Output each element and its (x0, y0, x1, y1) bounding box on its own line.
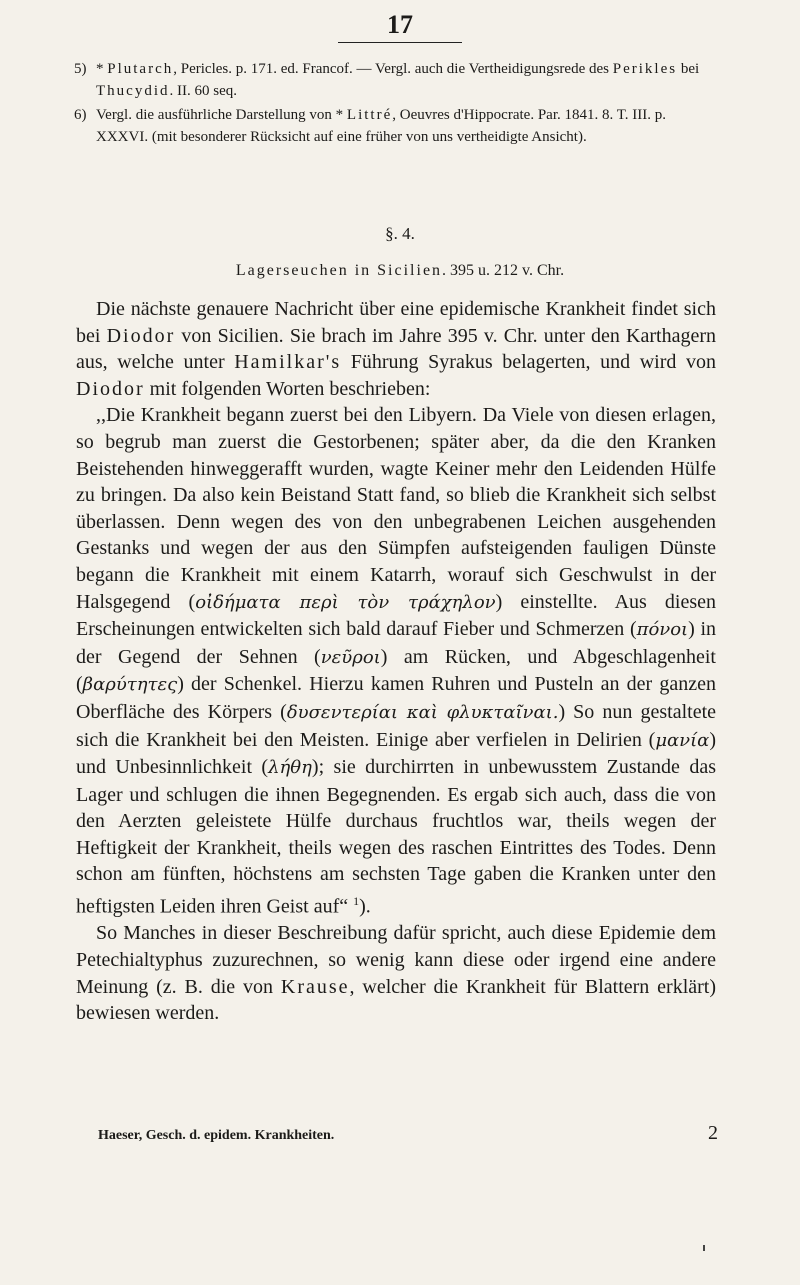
body-text (76, 296, 716, 1027)
section-title-main: Lagerseuchen in Sicilien (235, 262, 443, 279)
paragraph-1 (76, 296, 716, 402)
greek-term: μανία (655, 729, 710, 751)
section-title (0, 262, 800, 280)
page-number: 17 (387, 10, 413, 39)
person-name: Diodor (106, 324, 176, 347)
greek-term: δυσεντερίαι καὶ φλυκταῖναι. (286, 701, 559, 723)
text-run: ) So nun gestaltete sich die Krankheit bei den Meisten. Einige aber verfielen in Delirien ( (76, 700, 717, 751)
paragraph-3 (76, 920, 716, 1026)
person-name: Hamilkar's (234, 351, 342, 374)
text-run: ) und Unbesinnlichkeit ( (76, 728, 716, 779)
footnote-number: 6) (74, 107, 87, 123)
text-run: ) am Rücken, und Abgeschlagenheit ( (76, 645, 716, 696)
greek-term: βαρύτητες (82, 674, 178, 696)
text-run: von Sicilien. Sie brach im Jahre 395 v. Chr. unter den Karthagern aus, welche unter (76, 324, 717, 374)
text-run: ) der Schenkel. Hierzu kamen Ruhren und Pusteln an der ganzen Oberfläche des Körpers ( (76, 673, 716, 723)
text-run: ) einstellte. Aus diesen Erscheinungen entwickelten sich bald darauf Fieber und Schmerzen ( (76, 590, 717, 641)
footnote-text: * (96, 61, 108, 77)
greek-term: πόνοι (636, 619, 689, 641)
greek-term: οἰδήματα περὶ τὸν τράχηλον (195, 591, 496, 613)
section-title-dates: . 395 u. 212 v. Chr. (442, 262, 565, 279)
footnote-text: bei (677, 61, 700, 77)
footnote-6 (74, 104, 716, 148)
footnote-text: , Oeuvres d'Hippocrate. Par. 1841. 8. T. III. p. XXXVI. (mit besonderer Rücksicht auf eine früher von uns vertheidigte Ansicht). (96, 107, 666, 145)
text-run: Die nächste genauere Nachricht über eine epidemische Krankheit findet sich bei (76, 298, 716, 347)
footnote-reference: 1 (353, 894, 360, 909)
signature-mark: 2 (708, 1122, 718, 1144)
person-name: Krause (280, 975, 350, 998)
greek-term: νεῦροι (320, 646, 381, 668)
printer-signature (98, 1122, 718, 1144)
text-run: ). (359, 895, 371, 918)
header-rule (338, 42, 462, 43)
footnotes (74, 58, 716, 150)
text-run: , welcher die Krankheit für Blattern erklärt) bewiesen werden. (76, 975, 717, 1025)
paragraph-2-quotation (76, 402, 716, 920)
text-run: ); sie durchirrten in unbewusstem Zustande das Lager und schlugen die ihnen Begegnenden. Es ergab sich auch, dass die von den Aerzten geleistete Hülfe durchaus fruchtlos war, theils wegen der Heftigkeit der Krankheit, theils wegen des raschen Eintrittes des Todes. Denn schon am fünften, höchstens am sechsten Tage gaben die Kranken unter den heftigsten Leiden ihren Geist auf“ (76, 756, 716, 918)
paper-speck (703, 1245, 705, 1251)
footnote-text: Vergl. die ausführliche Darstellung von * (96, 107, 347, 123)
footnote-5 (74, 58, 716, 102)
signature-text: Haeser, Gesch. d. epidem. Krankheiten. (98, 1128, 335, 1143)
person-name: Diodor (76, 377, 145, 400)
author-name: Plutarch (107, 61, 174, 77)
section-number: §. 4. (385, 224, 415, 243)
text-run: Führung Syrakus belagerten, und wird von (341, 351, 717, 374)
text-run: So Manches in dieser Beschreibung dafür spricht, auch diese Epidemie dem Petechialtyphus zuzurechnen, so wenig kann diese oder irgend eine andere Meinung (z. B. die von (76, 922, 716, 998)
text-run: mit folgenden Worten beschrieben: (144, 377, 431, 400)
footnote-text: , Pericles. p. 171. ed. Francof. — Vergl. auch die Vertheidigungsrede des (173, 61, 613, 77)
text-run: ,,Die Krankheit begann zuerst bei den Libyern. Da Viele von diesen erlagen, so begrub man zuerst die Gestorbenen; später aber, da die den Kranken Beistehenden hinweggerafft wurden, wagte Keiner mehr den Leidenden Hülfe zu bringen. Da also kein Beistand Statt fand, so blieb die Krankheit sich selbst überlassen. Denn wegen des von den unbegrabenen Leichen ausgehenden Gestanks und wegen der aus den Sümpfen aufsteigenden fauligen Dünste begann die Krankheit mit einem Katarrh, worauf sich Geschwulst in der Halsgegend ( (76, 404, 716, 613)
author-name: Littré (346, 107, 393, 123)
author-name: Perikles (612, 61, 678, 77)
footnote-text: . II. 60 seq. (169, 83, 237, 99)
text-run: ) in der Gegend der Sehnen ( (76, 618, 716, 668)
greek-term: λήθη (268, 757, 312, 779)
footnote-number: 5) (74, 61, 87, 77)
author-name: Thucydid (96, 83, 170, 99)
